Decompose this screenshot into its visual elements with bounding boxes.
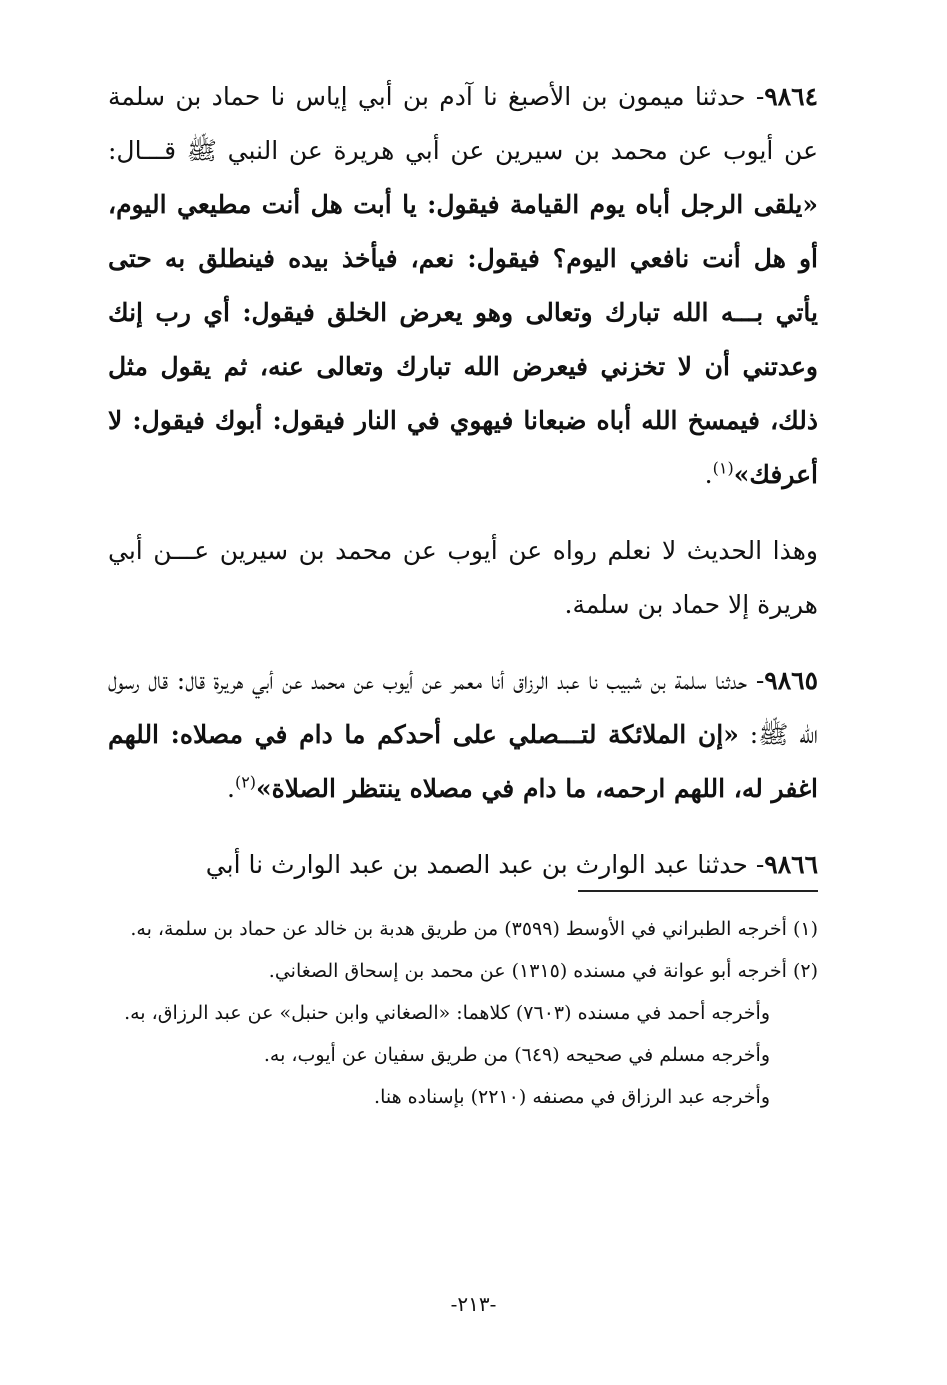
footnote-separator bbox=[578, 890, 818, 892]
hadith-isnad: - حدثنا عبد الوارث بن عبد الصمد بن عبد الوارث نا أبي bbox=[205, 850, 765, 879]
hadith-9864 bbox=[108, 70, 818, 502]
hadith-end: . bbox=[227, 774, 235, 803]
footnote-1: (١) أخرجه الطبراني في الأوسط (٣٥٩٩) من طريق هدبة بن خالد عن حماد بن سلمة، به. bbox=[130, 918, 818, 940]
footnote-2-ahmad: وأخرجه أحمد في مسنده (٧٦٠٣) كلاهما: «الصغاني وابن حنبل» عن عبد الرزاق، به. bbox=[124, 1002, 770, 1024]
footnote-2: (٢) أخرجه أبو عوانة في مسنده (١٣١٥) عن محمد بن إسحاق الصغاني. bbox=[268, 960, 818, 982]
hadith-end: . bbox=[704, 460, 713, 489]
hadith-9865 bbox=[108, 654, 818, 816]
footnote-2-abdurrazzaq: وأخرجه عبد الرزاق في مصنفه (٢٢١٠) بإسناده هنا. bbox=[374, 1086, 770, 1108]
hadith-matn: «إن الملائكة لتـــصلي على أحدكم ما دام في مصلاه: اللهم اغفر له، اللهم ارحمه، ما دام في مصلاه ينتظر الصلاة» bbox=[108, 720, 818, 803]
page-body bbox=[108, 70, 818, 1310]
page-number: -٢١٣- bbox=[450, 1292, 497, 1316]
hadith-isnad: - حدثنا سلمة بن شبيب نا عبد الرزاق أنا معمر عن أيوب عن محمد عن أبي هريرة قال: قال رسول الله ﷺ: bbox=[108, 666, 818, 749]
hadith-matn: «يلقى الرجل أباه يوم القيامة فيقول: يا أبت هل أنت مطيعي اليوم، أو هل أنت نافعي اليوم؟ فيقول: نعم، فيأخذ بيده فينطلق به حتى يأتي بـــه الله تبارك وتعالى وهو يعرض الخلق فيقول: أي رب إنك وعدتني أن لا تخزني فيعرض الله تبارك وتعالى عنه، ثم يقول مثل ذلك، فيمسخ الله أباه ضبعانا فيهوي في النار فيقول: أبوك فيقول: لا أعرفك» bbox=[108, 190, 818, 489]
footnotes bbox=[108, 908, 818, 1118]
commentary-note: وهذا الحديث لا نعلم رواه عن أيوب عن محمد بن سيرين عـــن أبي هريرة إلا حماد بن سلمة. bbox=[108, 536, 818, 619]
hadith-number: ٩٨٦٤ bbox=[764, 82, 818, 111]
footnote-reference: (١) bbox=[712, 458, 734, 478]
hadith-number: ٩٨٦٥ bbox=[764, 666, 818, 695]
footnote-2-muslim: وأخرجه مسلم في صحيحه (٦٤٩) من طريق سفيان عن أيوب، به. bbox=[263, 1044, 770, 1066]
hadith-number: ٩٨٦٦ bbox=[764, 850, 818, 879]
hadith-isnad: - حدثنا ميمون بن الأصبغ نا آدم بن أبي إياس نا حماد بن سلمة عن أيوب عن محمد بن سيرين عن أبي هريرة عن النبي ﷺ قـــال: bbox=[108, 82, 818, 165]
footnote-reference: (٢) bbox=[234, 772, 257, 792]
hadith-9866 bbox=[108, 838, 818, 892]
